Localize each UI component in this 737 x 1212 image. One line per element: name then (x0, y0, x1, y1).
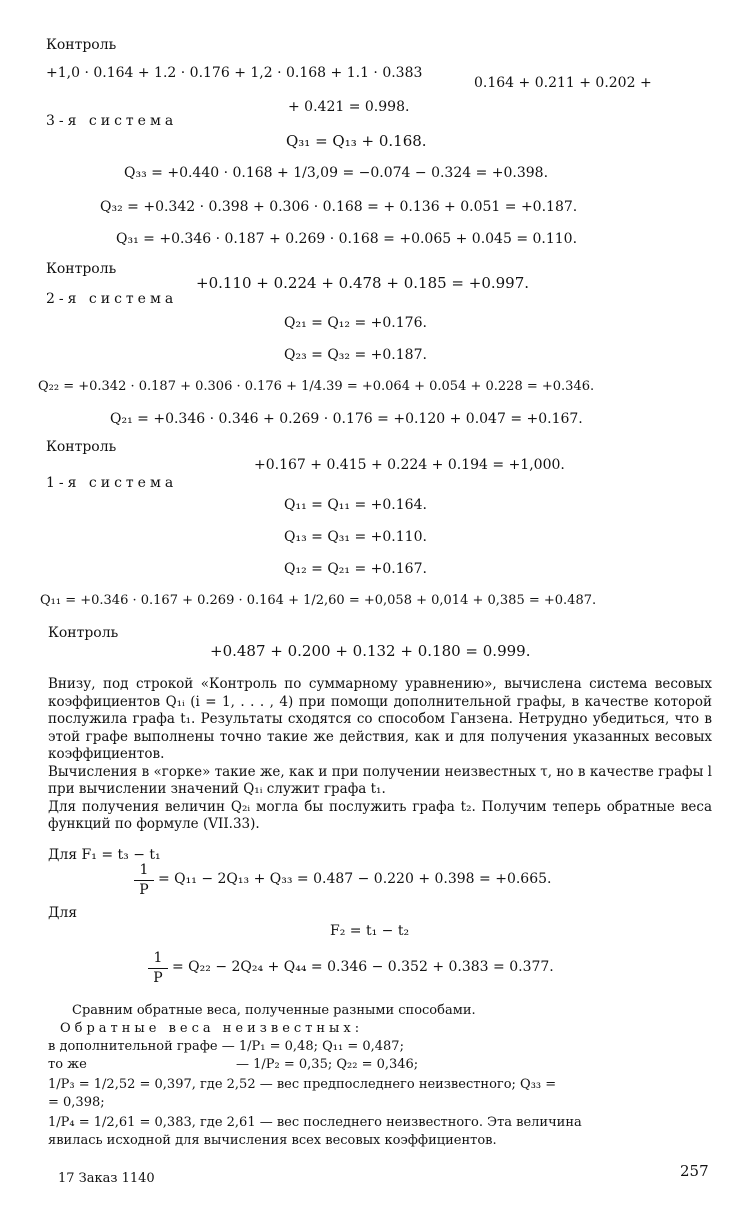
text-line: то же (48, 1057, 87, 1072)
body-text (48, 676, 712, 834)
section-heading: 3-я система (46, 113, 178, 129)
equation-line: Q₂₁ = +0.346 · 0.346 + 0.269 · 0.176 = +0.120 + 0.047 = +0.167. (110, 411, 583, 427)
control-label: Контроль (46, 439, 117, 455)
paragraph: Для получения величин Q₂ᵢ могла бы послужить графа t₂. Получим теперь обратные веса функций по формуле (VII.33). (48, 798, 712, 832)
fraction-numerator: 1 (139, 862, 149, 878)
text-line: в дополнительной графе — 1/P₁ = 0,48; Q₁₁ = 0,487; (48, 1039, 404, 1054)
text-line: Сравним обратные веса, полученные разными способами. (72, 1003, 476, 1018)
control-label: Контроль (46, 37, 117, 53)
text-line: — 1/P₂ = 0,35; Q₂₂ = 0,346; (236, 1057, 419, 1072)
fraction-numerator: 1 (153, 950, 163, 966)
equation-line: Q₃₃ = +0.440 · 0.168 + 1/3,09 = −0.074 − 0.324 = +0.398. (124, 165, 549, 181)
text-line: 1/P₄ = 1/2,61 = 0,383, где 2,61 — вес последнего неизвестного. Эта величина (48, 1115, 582, 1130)
equation-line: 0.164 + 0.211 + 0.202 + (474, 75, 652, 91)
formula-equation: = Q₁₁ − 2Q₁₃ + Q₃₃ = 0.487 − 0.220 + 0.398 = +0.665. (158, 871, 552, 887)
page-number: 257 (680, 1162, 709, 1180)
fraction-denominator: P (139, 882, 149, 898)
equation-line: Q₁₂ = Q₂₁ = +0.167. (284, 561, 427, 577)
paragraph: Внизу, под строкой «Контроль по суммарному уравнению», вычислена система весовых коэффициентов Q₁ᵢ (i = 1, . . . , 4) при помощи дополнительной графы, в качестве которой послужила графа t₁. Результаты сходятся со способом Ганзена. Нетрудно убедиться, что в этой графе выполнены точно такие же действия, как и для получения указанных весовых коэффициентов. (48, 676, 712, 762)
equation-line: Q₁₁ = +0.346 · 0.167 + 0.269 · 0.164 + 1/2,60 = +0,058 + 0,014 + 0,385 = +0.487. (40, 593, 597, 608)
control-label: Контроль (48, 625, 119, 641)
equation-line: +1,0 · 0.164 + 1.2 · 0.176 + 1,2 · 0.168 + 1.1 · 0.383 (46, 65, 423, 81)
text-line: = 0,398; (48, 1095, 105, 1110)
text-line: явилась исходной для вычисления всех весовых коэффициентов. (48, 1133, 497, 1148)
equation-line: + 0.421 = 0.998. (288, 99, 410, 115)
equation-line: Q₃₁ = +0.346 · 0.187 + 0.269 · 0.168 = +0.065 + 0.045 = 0.110. (116, 231, 578, 247)
paragraph: Вычисления в «горке» такие же, как и при получении неизвестных τ, но в качестве графы l при вычислении значений Q₁ᵢ служит графа t₁. (48, 763, 712, 797)
equation-line: Q₃₂ = +0.342 · 0.398 + 0.306 · 0.168 = + 0.136 + 0.051 = +0.187. (100, 199, 578, 215)
equation-line: Q₁₁ = Q₁₁ = +0.164. (284, 497, 427, 513)
section-heading: 1-я система (46, 475, 178, 491)
equation-line: +0.110 + 0.224 + 0.478 + 0.185 = +0.997. (196, 274, 530, 292)
formula-equation: = Q₂₂ − 2Q₂₄ + Q₄₄ = 0.346 − 0.352 + 0.383 = 0.377. (172, 959, 554, 975)
formula-equation: F₂ = t₁ − t₂ (330, 923, 410, 939)
equation-line: Q₁₃ = Q₃₁ = +0.110. (284, 529, 427, 545)
formula-label: Для F₁ = t₃ − t₁ (48, 847, 161, 863)
text-line: 1/P₃ = 1/2,52 = 0,397, где 2,52 — вес предпоследнего неизвестного; Q₃₃ = (48, 1077, 557, 1092)
equation-line: +0.167 + 0.415 + 0.224 + 0.194 = +1,000. (254, 457, 565, 473)
equation-line: Q₂₂ = +0.342 · 0.187 + 0.306 · 0.176 + 1/4.39 = +0.064 + 0.054 + 0.228 = +0.346. (38, 379, 595, 394)
section-heading: Обратные веса неизвестных: (60, 1021, 364, 1036)
formula-label: Для (48, 905, 78, 921)
fraction-denominator: P (153, 970, 163, 986)
printer-signature: 17 Заказ 1140 (58, 1171, 155, 1186)
control-label: Контроль (46, 261, 117, 277)
equation-line: Q₃₁ = Q₁₃ + 0.168. (286, 132, 427, 150)
section-heading: 2-я система (46, 291, 178, 307)
equation-line: Q₂₃ = Q₃₂ = +0.187. (284, 347, 427, 363)
equation-line: Q₂₁ = Q₁₂ = +0.176. (284, 315, 427, 331)
equation-line: +0.487 + 0.200 + 0.132 + 0.180 = 0.999. (210, 642, 531, 660)
